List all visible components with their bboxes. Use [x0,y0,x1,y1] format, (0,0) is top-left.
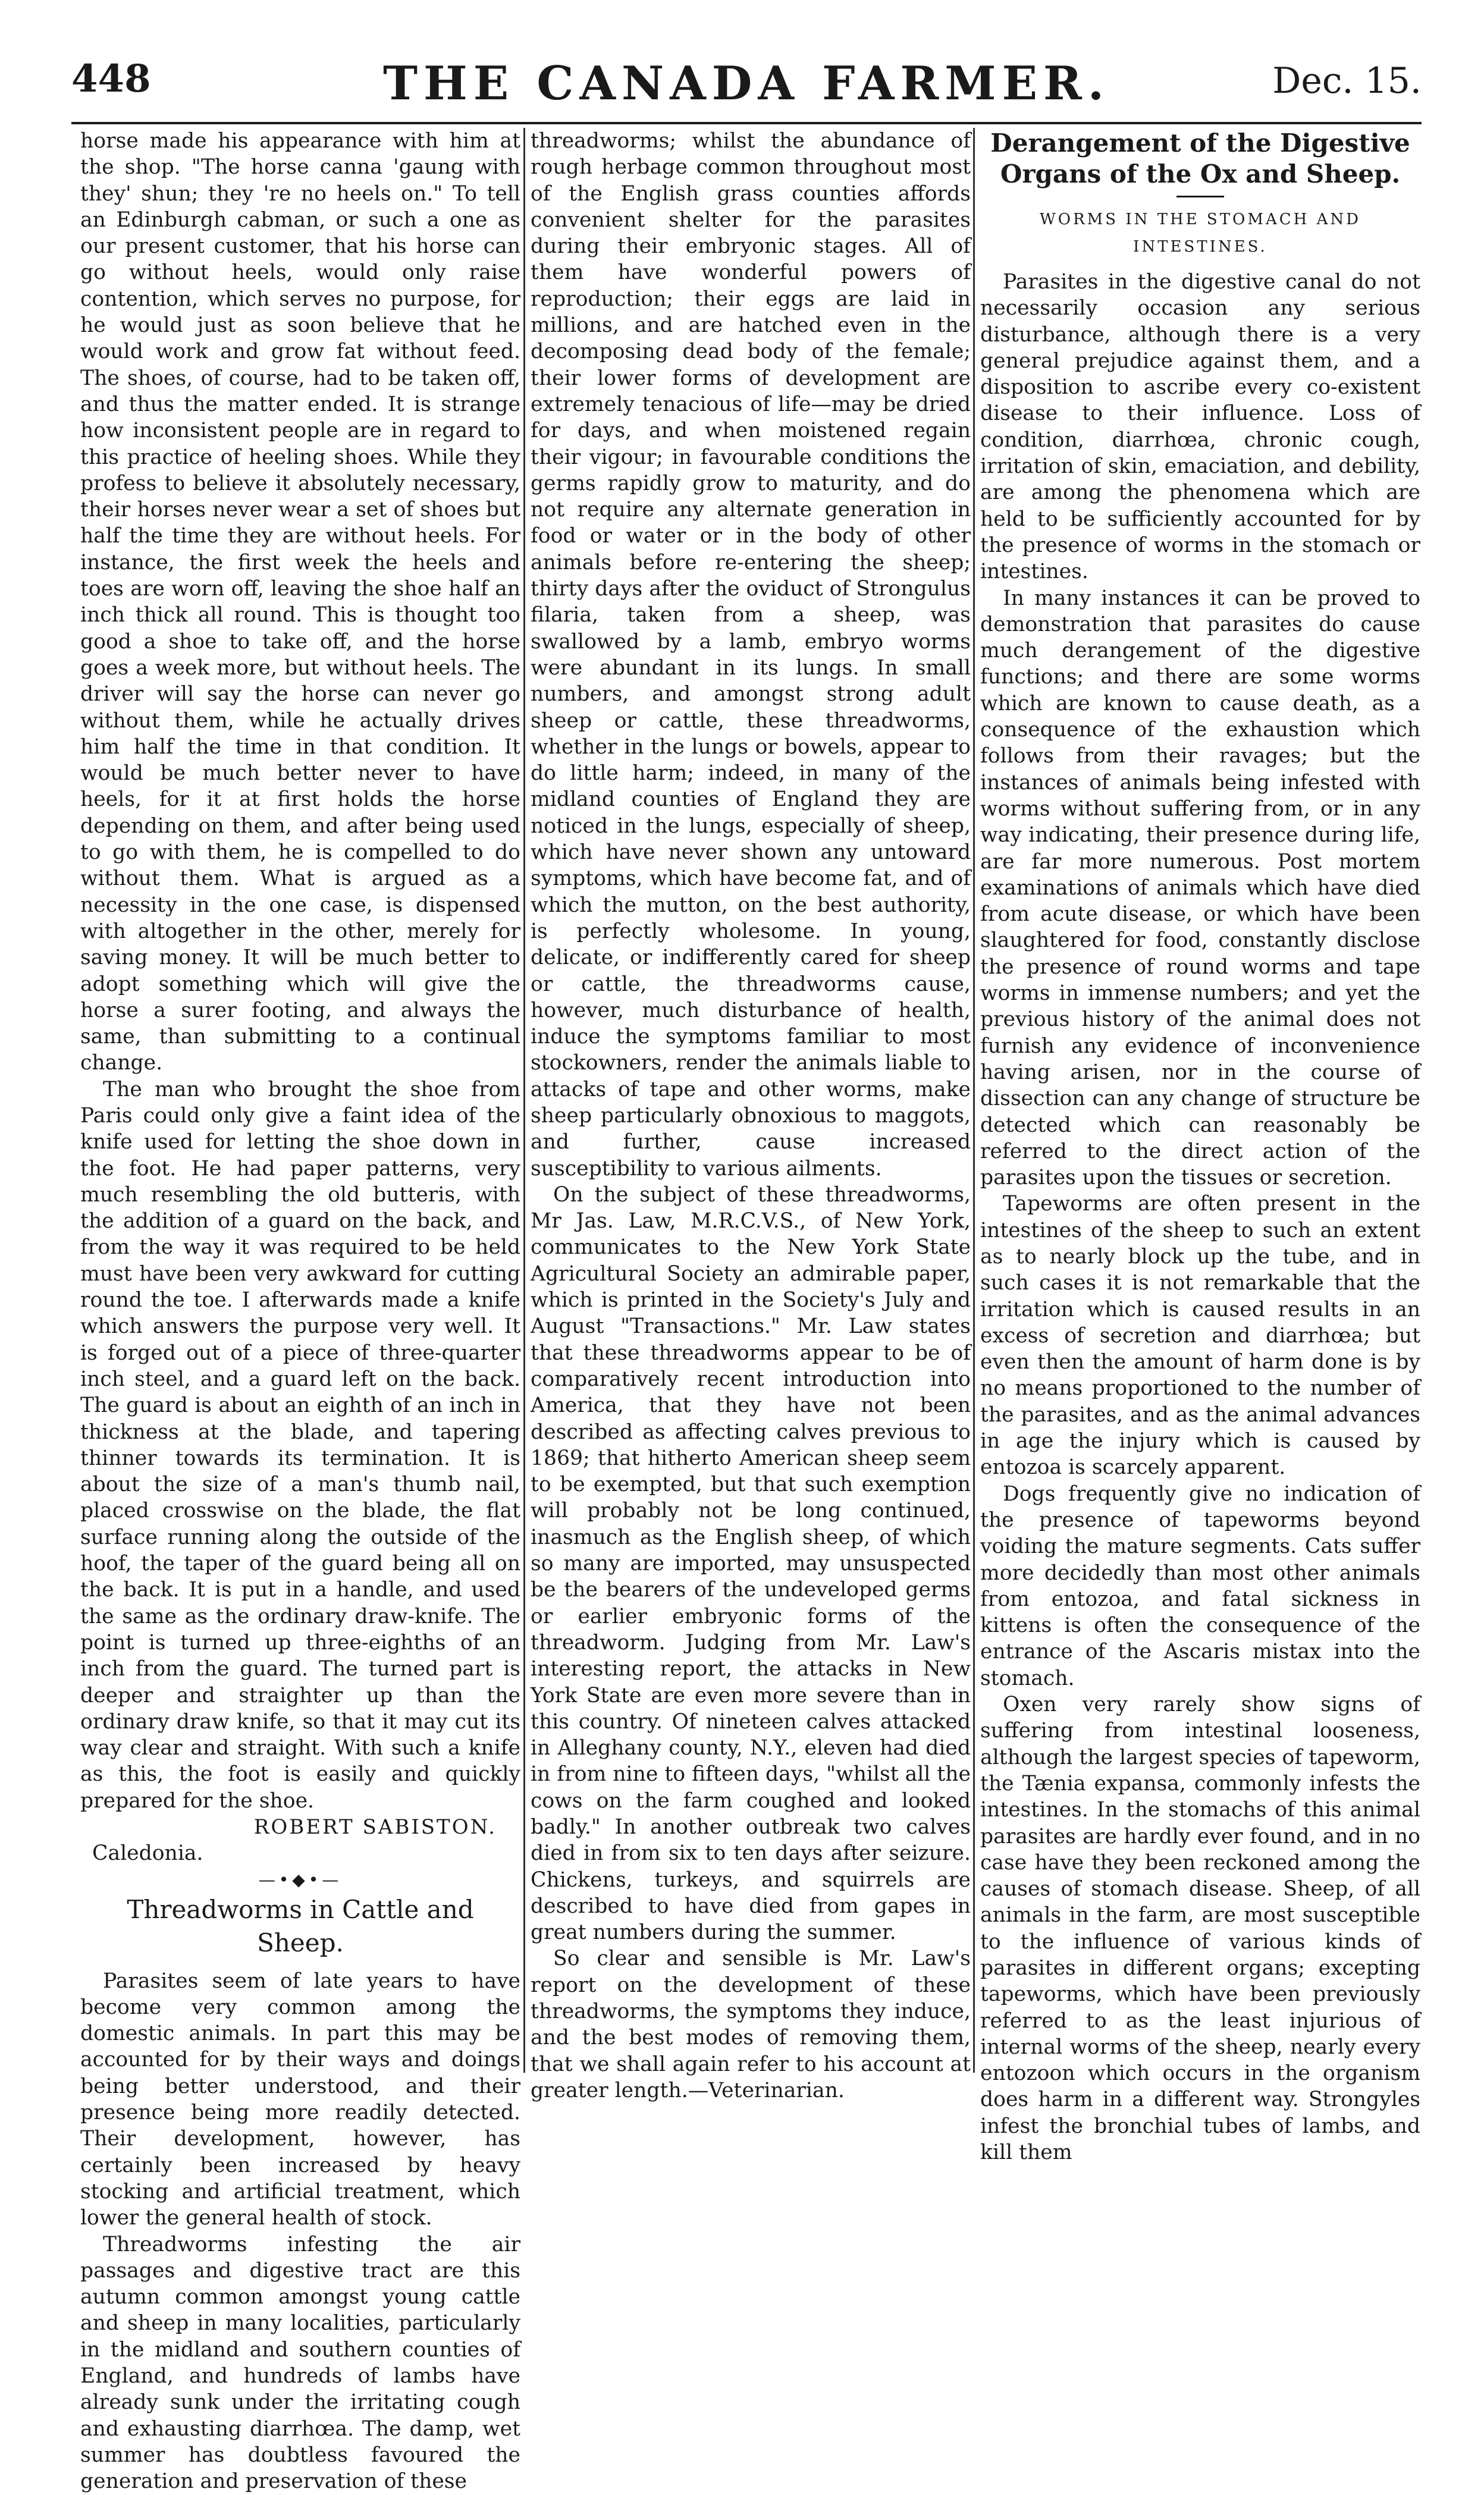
spacer [80,1960,520,1968]
spacer [980,261,1420,269]
article-paragraph: Tapeworms are often present in the intestines of the sheep to such an extent as to nearly block up the tube, and in such cases it is not remarkable that the irritation which is caused results in an excess of secretion and diarrhœa; but even then the amount of harm done is by no means proportioned to the number of the parasites, and as the animal advances in age the injury which is caused by entozoa is scarcely apparent. [980,1192,1420,1480]
article-title: Threadworms in Cattle and Sheep. [127,1894,474,1957]
article-paragraph: Threadworms infesting the air passages and digestive tract are this autumn common amongst young cattle and sheep in many localities, particularly in the midland and southern counties of England, and hundreds of lambs have already sunk under the irritating cough and exhausting diarrhœa. The damp, wet summer has doubtless favoured the generation and preservation of these [80,2232,520,2494]
page-number: 448 [71,57,151,101]
article-title: Derangement of the Digestive Organs of the Ox and Sheep. [990,128,1410,189]
column-1 [80,128,520,2494]
article-paragraph: Oxen very rarely show signs of suffering from intestinal looseness, although the largest species of tapeworm, the Tænia expansa, commonly infests the intestines. In the stomachs of this animal parasites are hardly ever found, and in no case have they been reckoned among the causes of stomach disease. Sheep, of all animals in the farm, are most susceptible to the influence of various kinds of parasites in different organs; excepting tapeworms, which have been previously referred to as the least injurious of internal worms of the sheep, nearly every entozoon which occurs in the organism does harm in a different way. Strongyles infest the bronchial tubes of lambs, and kill them [980,1693,1420,2165]
title-rule [1176,196,1224,197]
column-divider [523,128,525,2073]
article-paragraph: The man who brought the shoe from Paris could only give a faint idea of the knife used for letting the shoe down in the foot. He had paper patterns, very much resembling the old butteris, with the addition of a guard on the back, and from the way it was required to be held must have been very awkward for cutting round the toe. I afterwards made a knife which answers the purpose very well. It is forged out of a piece of three-quarter inch steel, and a guard left on the back. The guard is about an eighth of an inch in thickness at the blade, and tapering thinner towards its termination. It is about the size of a man's thumb nail, placed crosswise on the blade, the flat surface running along the outside of the hoof, the taper of the guard being all on the back. It is put in a handle, and used the same as the ordinary draw-knife. The point is turned up three-eighths of an inch from the guard. The turned part is deeper and straighter up than the ordinary draw knife, so that it may cut its way clear and straight. With such a knife as this, the foot is easily and quickly prepared for the shoe. [80,1077,520,1813]
masthead-title: THE CANADA FARMER. [383,57,1110,111]
article-paragraph: Parasites in the digestive canal do not necessarily occasion any serious disturbance, although there is a very general prejudice against them, and a disposition to ascribe every co-existent disease to their influence. Loss of condition, diarrhœa, chronic cough, irritation of skin, emaciation, and debility, are among the phenomena which are held to be sufficiently accounted for by the presence of worms in the stomach or intestines. [980,270,1420,584]
article-paragraph: threadworms; whilst the abundance of rough herbage common throughout most of the English grass counties affords convenient shelter for the parasites during their embryonic stages. All of them have wonderful powers of reproduction; their eggs are laid in millions, and are hatched even in the decomposing dead body of the female; their lower forms of development are extremely tenacious of life—may be dried for days, and when moistened regain their vigour; in favourable conditions the germs rapidly grow to maturity, and do not require any alternate generation in food or water or in the body of other animals before re-entering the sheep; thirty days after the oviduct of Strongulus filaria, taken from a sheep, was swallowed by a lamb, embryo worms were abundant in its lungs. In small numbers, and amongst strong adult sheep or cattle, these threadworms, whether in the lungs or bowels, appear to do little harm; indeed, in many of the midland counties of England they are noticed in the lungs, especially of sheep, which have never shown any untoward symptoms, which have become fat, and of which the mutton, on the best authority, is perfectly wholesome. In young, delicate, or indifferently cared for sheep or cattle, the threadworms cause, however, much disturbance of health, induce the symptoms familiar to most stockowners, render the animals liable to attacks of tape and other worms, make sheep particularly obnoxious to maggots, and further, cause increased susceptibility to various ailments. [531,129,971,1181]
column-2 [531,128,971,2102]
issue-date: Dec. 15. [1272,60,1422,102]
article-paragraph: Dogs frequently give no indication of the presence of tapeworms beyond voiding the mature segments. Cats suffer more decidedly than most other animals from entozoa, and fatal sickness in kittens is often the consequence of the entrance of the Ascaris mistax into the stomach. [980,1482,1420,1690]
page-header [71,57,1422,122]
article-subheading: WORMS IN THE STOMACH AND INTESTINES. [1040,211,1361,256]
article-paragraph: On the subject of these threadworms, Mr Jas. Law, M.R.C.V.S., of New York, communicates to the New York State Agricultural Society an admirable paper, which is printed in the Society's July and August "Transactions." Mr. Law states that these threadworms appear to be of comparatively recent introduction into America, that they have not been described as affecting calves previous to 1869; that hitherto American sheep seem to be exempted, but that such exemption will probably not be long continued, inasmuch as the English sheep, of which so many are imported, may unsuspected be the bearers of the undeveloped germs or earlier embryonic forms of the threadworm. Judging from Mr. Law's interesting report, the attacks in New York State are even more severe than in this country. Of nineteen calves attacked in Alleghany county, N.Y., eleven had died in from nine to fifteen days, "whilst all the cows on the farm coughed and looked badly." In another outbreak two calves died in from six to ten days after seizure. Chickens, turkeys, and squirrels are described to have died from gapes in great numbers during the summer. [531,1182,971,1945]
article-paragraph: Parasites seem of late years to have become very common among the domestic animals. In part this may be accounted for by their ways and doings being better understood, and their presence being more readily detected. Their development, however, has certainly been increased by heavy stocking and artificial treatment, which lower the general health of stock. [80,1969,520,2230]
column-divider [973,128,975,2073]
author-signature: ROBERT SABISTON. [253,1815,497,1839]
column-3 [980,128,1420,2165]
section-ornament: —•◆•— [258,1869,343,1890]
author-place: Caledonia. [92,1841,203,1866]
article-paragraph: So clear and sensible is Mr. Law's report on the development of these threadworms, the symptoms they induce, and the best modes of removing them, that we shall again refer to his account at greater length.—Veterinarian. [531,1947,971,2102]
article-paragraph: In many instances it can be proved to demonstration that parasites do cause much derangement of the digestive functions; and there are some worms which are known to cause death, as a consequence of the exhaustion which follows from their ravages; but the instances of animals being infested with worms without suffering from, or in any way indicating, their presence during life, are far more numerous. Post mortem examinations of animals which have died from acute disease, or which have been slaughtered for food, constantly disclose the presence of round worms and tape worms in immense numbers; and yet the previous history of the animal does not furnish any evidence of inconvenience having arisen, nor in the course of dissection can any change of structure be detected which can reasonably be referred to the direct action of the parasites upon the tissues or secretion. [980,586,1420,1190]
article-paragraph: horse made his appearance with him at the shop. "The horse canna 'gaung with they' shun; they 're no heels on." To tell an Edinburgh cabman, or such a one as our present customer, that his horse can go without heels, would only raise contention, which serves no purpose, for he would just as soon believe that he would work and grow fat without feed. The shoes, of course, had to be taken off, and thus the matter ended. It is strange how inconsistent people are in regard to this practice of heeling shoes. While they profess to believe it absolutely necessary, their horses never wear a set of shoes but half the time they are without heels. For instance, the first week the heels and toes are worn off, leaving the shoe half an inch thick all round. This is thought too good a shoe to take off, and the horse goes a week more, but without heels. The driver will say the horse can never go without them, while he actually drives him half the time in that condition. It would be much better never to have heels, for it at first holds the horse depending on them, and after being used to go with them, he is compelled to do without them. What is argued as a necessity in the one case, is dispensed with altogether in the other, merely for saving money. It will be much better to adopt something which will give the horse a surer footing, and always the same, than submitting to a continual change. [80,129,520,1075]
header-rule [71,122,1422,124]
